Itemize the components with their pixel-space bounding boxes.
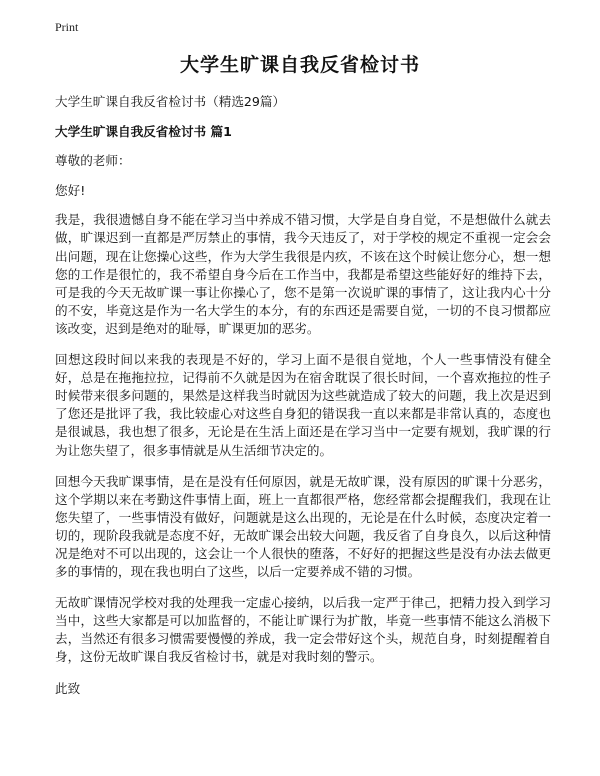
document-subtitle: 大学生旷课自我反省检讨书（精选29篇） — [55, 94, 286, 109]
document-body — [55, 93, 551, 698]
greeting: 您好! — [55, 183, 86, 199]
document-title: 大学生旷课自我反省检讨书 — [179, 54, 420, 76]
body-paragraph: 回想今天我旷课事情，是在是没有任何原因，就是无故旷课，没有原因的旷课十分恶劣，这个学期以来在考勤这件事情上面，班上一直都很严格，您经常都会提醒我们，我现在让您失望了，一些事情没有做好，问题就是这么出现的，无论是在什么时候，态度决定着一切的，现阶段我就是态度不好，无故旷课会出较大问题，我反省了自身良久，以后这种情况是绝对不可以出现的，这会让一个人很快的堕落，不好好的把握这些是没有办法去做更多的事情的，现在我也明白了这些，以后一定要养成不错的习惯。 — [55, 473, 551, 580]
section-heading: 大学生旷课自我反省检讨书 篇1 — [55, 124, 232, 140]
body-paragraph: 我是，我很遗憾自身不能在学习当中养成不错习惯，大学是自身自觉，不是想做什么就去做，旷课迟到一直都是严厉禁止的事情，我今天违反了，对于学校的规定不重视一定会会出问题，现在让您操心这些，作为大学生我很是内疚，不该在这个时候让您分心，想一想您的工作是很忙的，我不希望自身今后在工作当中，我都是希望这些能好好的维持下去，可是我的今天无故旷课一事让你操心了，您不是第一次说旷课的事情了，这让我内心十分的不安，毕竟这是作为一名大学生的本分，有的东西还是需要自觉，一切的不良习惯都应该改变，迟到是绝对的耻辱，旷课更加的恶劣。 — [55, 212, 551, 336]
body-paragraph: 无故旷课情况学校对我的处理我一定虚心接纳，以后我一定严于律己，把精力投入到学习当中，这些大家都是可以加监督的，不能让旷课行为扩散，毕竟一些事情不能这么消极下去，当然还有很多习惯需要慢慢的养成，我一定会带好这个头，规范自身，时刻提醒着自身，这份无故旷课自我反省检讨书，就是对我时刻的警示。 — [55, 595, 551, 665]
closing-line: 此致 — [55, 680, 81, 696]
body-paragraph: 回想这段时间以来我的表现是不好的，学习上面不是很自觉地，个人一些事情没有健全好，总是在拖拖拉拉，记得前不久就是因为在宿舍耽误了很长时间，一个喜欢拖拉的性子时候带来很多问题的，果然是这样我当时就因为这些就造成了较大的问题，我上次是迟到了您还是批评了我，我比较虚心对这些自身犯的错误我一直以来都是非常认真的，态度也是很诚恳，我也想了很多，无论是在生活上面还是在学习当中一定要有规划，我旷课的行为让您失望了，很多事情就是从生活细节决定的。 — [55, 352, 551, 458]
print-link[interactable]: Print — [55, 20, 79, 34]
salutation: 尊敬的老师： — [55, 153, 131, 169]
